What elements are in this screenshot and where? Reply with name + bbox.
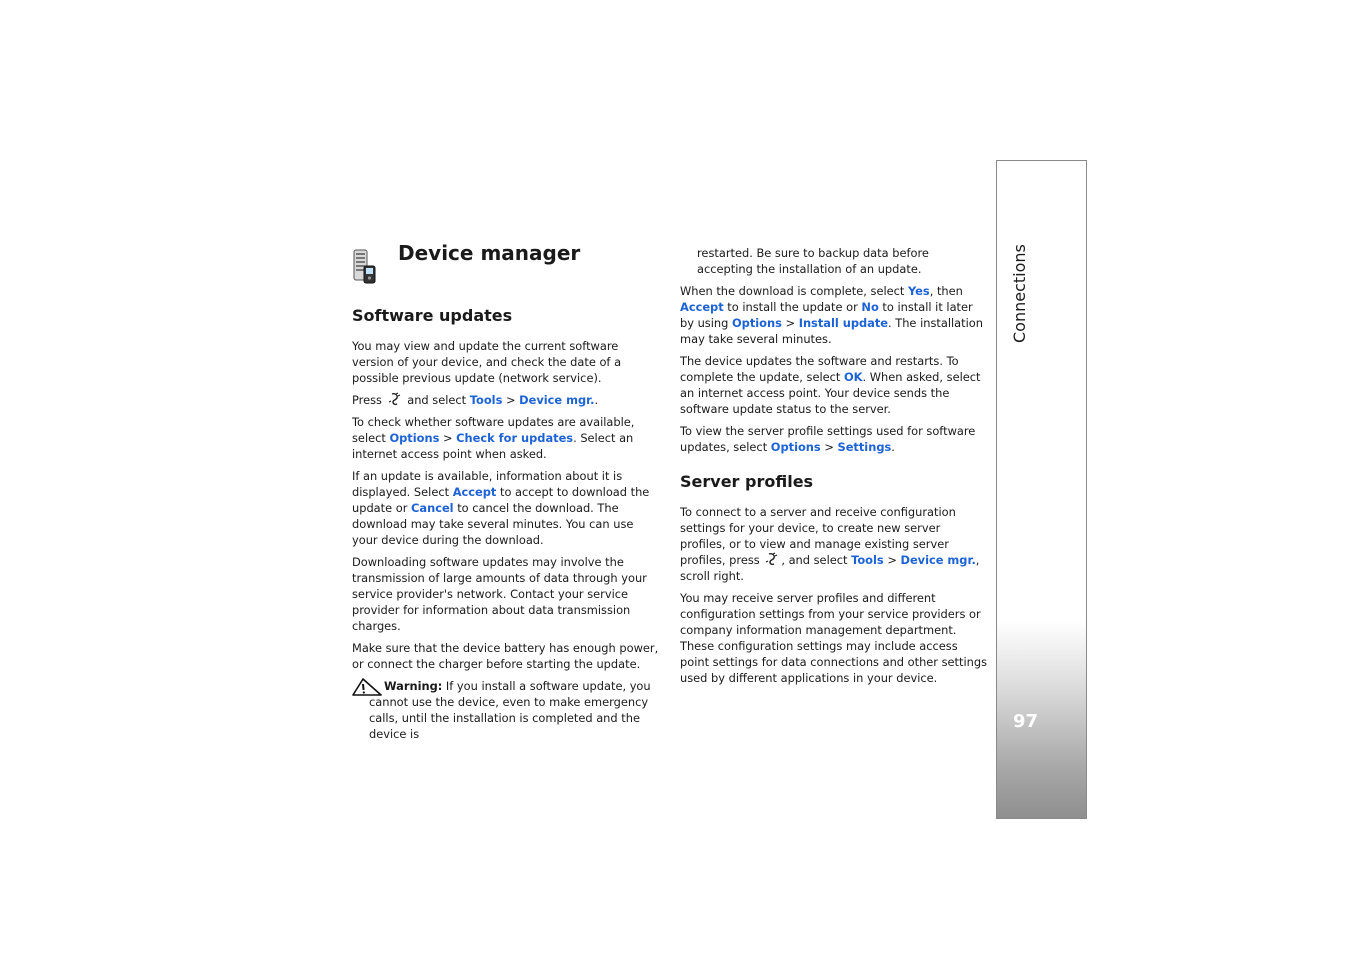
warning-note: Warning: If you install a software update, you cannot use the device, even to make emergency calls, until the installation is completed and the device is [352,678,660,742]
device-manager-icon [351,248,377,284]
settings-link[interactable]: Settings [837,440,892,454]
restart-paragraph: The device updates the software and restarts. To complete the update, select OK. When asked, select an internet access point. Your device sends the software update status to the server. [680,354,981,416]
update-available-paragraph: If an update is available, information about it is displayed. Select Accept to accept to download the update or Cancel to cancel the download. The download may take several minutes. You can use your device during the download. [352,469,650,547]
install-update-link[interactable]: Install update [798,316,889,330]
check-updates-paragraph: To check whether software updates are available, select Options > Check for updates. Select an internet access point when asked. [352,415,635,461]
device-mgr-link[interactable]: Device mgr. [900,553,976,567]
tools-link[interactable]: Tools [851,553,884,567]
data-charges-paragraph: Downloading software updates may involve the transmission of large amounts of data through your service provider's network. Contact your service provider for information about data transmission charges. [352,555,647,633]
left-column [352,305,660,748]
software-updates-heading: Software updates [352,306,513,325]
device-mgr-link[interactable]: Device mgr. [519,393,595,407]
yes-link[interactable]: Yes [907,284,930,298]
section-tab-label: Connections [1010,244,1029,343]
press-instruction: Press and select Tools > Device mgr.. [352,393,599,407]
page-number: 97 [1013,711,1039,732]
accept-link[interactable]: Accept [680,300,724,314]
options-link[interactable]: Options [389,431,440,445]
page-title: Device manager [398,241,581,265]
no-link[interactable]: No [861,300,879,314]
server-settings-paragraph: To view the server profile settings used for software updates, select Options > Settings. [680,424,976,454]
warning-icon [352,678,382,696]
options-link[interactable]: Options [770,440,821,454]
warning-label: Warning: [384,679,443,693]
server-profiles-info: You may receive server profiles and different configuration settings from your service providers or company information management department. These configuration settings may include access point settings for data connections and other settings used by different applications in your device. [680,591,988,685]
battery-paragraph: Make sure that the device battery has enough power, or connect the charger before starting the update. [352,641,659,671]
software-updates-intro: You may view and update the current software version of your device, and check the date of a possible previous update (network service). [352,339,622,385]
server-profiles-heading: Server profiles [680,472,814,491]
accept-link[interactable]: Accept [452,485,497,499]
right-column [680,245,988,692]
warning-continuation: restarted. Be sure to backup data before accepting the installation of an update. [697,246,929,276]
cancel-link[interactable]: Cancel [411,501,454,515]
menu-key-icon [386,392,404,406]
tools-link[interactable]: Tools [469,393,503,407]
ok-link[interactable]: OK [843,370,863,384]
menu-key-icon [763,552,781,566]
check-for-updates-link[interactable]: Check for updates [456,431,574,445]
options-link[interactable]: Options [732,316,782,330]
download-complete-paragraph: When the download is complete, select Yes, then Accept to install the update or No to install it later by using Options > Install update. The installation may take several minutes. [680,284,983,346]
server-profiles-intro: To connect to a server and receive configuration settings for your device, to create new server profiles, or to view and manage existing server profiles, press , and select Tools > Device mgr., scroll right. [680,505,980,583]
